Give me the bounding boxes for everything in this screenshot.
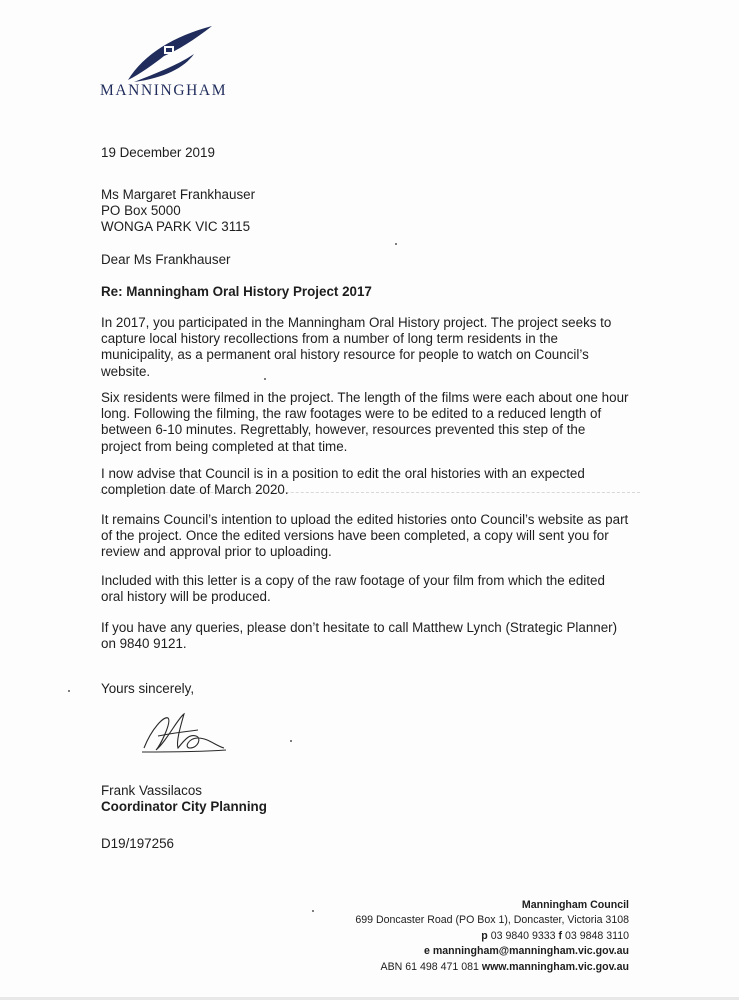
paragraph-line: long. Following the filming, the raw footages were to be edited to a reduced length of bbox=[101, 406, 602, 422]
body-paragraph bbox=[101, 315, 661, 380]
paragraph-line: If you have any queries, please don’t hesitate to call Matthew Lynch (Strategic Planner) bbox=[101, 620, 618, 635]
paragraph-line: project from being completed at that time. bbox=[101, 438, 348, 454]
paragraph-line: I now advise that Council is in a position to edit the oral histories with an expected bbox=[101, 466, 585, 481]
scan-speck bbox=[264, 378, 266, 380]
body-paragraph bbox=[101, 390, 661, 455]
footer-website: www.manningham.vic.gov.au bbox=[481, 960, 629, 973]
footer-council-name: Manningham Council bbox=[521, 899, 629, 911]
footer-abn: ABN 61 498 471 081 bbox=[380, 960, 479, 973]
paragraph-line: municipality, as a permanent oral history resource for people to watch on Council’s bbox=[101, 347, 589, 363]
paragraph-line: capture local history recollections from a number of long term residents in the bbox=[101, 331, 558, 347]
paragraph-line: of the project. Once the edited versions have been completed, a copy will sent you for bbox=[101, 528, 609, 544]
salutation: Dear Ms Frankhauser bbox=[101, 252, 231, 267]
paragraph-line: review and approval prior to uploading. bbox=[101, 544, 332, 560]
paragraph-line: Included with this letter is a copy of the raw footage of your film from which the edited bbox=[101, 573, 605, 588]
email-label: e bbox=[424, 945, 430, 958]
closing: Yours sincerely, bbox=[101, 681, 195, 696]
body-paragraph bbox=[101, 620, 661, 652]
body-paragraph bbox=[101, 466, 661, 498]
footer-abn-web-line bbox=[355, 960, 629, 975]
footer-address: 699 Doncaster Road (PO Box 1), Doncaster, Victoria 3108 bbox=[355, 914, 629, 927]
footer-fax: 03 9848 3110 bbox=[564, 929, 629, 942]
paragraph-line: Six residents were filmed in the project. The length of the films were each about one hour bbox=[101, 390, 629, 405]
signatory-name: Frank Vassilacos bbox=[101, 783, 202, 798]
reference-number: D19/197256 bbox=[101, 836, 174, 851]
paragraph-line: oral history will be produced. bbox=[101, 589, 271, 605]
manningham-logo-icon bbox=[124, 24, 216, 86]
signature-icon bbox=[138, 708, 228, 758]
footer-email-line bbox=[355, 944, 629, 959]
scan-speck bbox=[395, 243, 397, 245]
phone-label: p bbox=[481, 929, 488, 942]
body-paragraph bbox=[101, 512, 661, 561]
recipient-po-box: PO Box 5000 bbox=[101, 203, 181, 218]
paragraph-line: on 9840 9121. bbox=[101, 636, 187, 652]
scan-speck bbox=[68, 690, 70, 692]
footer-phone: 03 9840 9333 bbox=[490, 929, 556, 942]
footer-email: manningham@manningham.vic.gov.au bbox=[432, 945, 629, 958]
recipient-locality: WONGA PARK VIC 3115 bbox=[101, 219, 251, 234]
scan-speck bbox=[312, 910, 314, 912]
paragraph-line: completion date of March 2020. bbox=[101, 482, 289, 498]
paragraph-line: website. bbox=[101, 363, 151, 379]
paragraph-line: In 2017, you participated in the Manningham Oral History project. The project seeks to bbox=[101, 315, 612, 330]
body-paragraph bbox=[101, 573, 661, 605]
letter-date: 19 December 2019 bbox=[101, 145, 215, 160]
scan-speck bbox=[290, 740, 292, 742]
footer-phone-fax bbox=[355, 929, 629, 944]
letterhead-footer bbox=[355, 898, 629, 975]
paragraph-line: between 6-10 minutes. Regrettably, however, resources prevented this step of the bbox=[101, 422, 586, 438]
paragraph-line: It remains Council’s intention to upload the edited histories onto Council’s website as part bbox=[101, 512, 629, 527]
fax-label: f bbox=[558, 929, 563, 942]
letterhead-org-name: MANNINGHAM bbox=[100, 82, 228, 99]
recipient-name: Ms Margaret Frankhauser bbox=[101, 187, 256, 202]
subject-line: Re: Manningham Oral History Project 2017 bbox=[101, 284, 372, 299]
signatory-title: Coordinator City Planning bbox=[101, 799, 267, 814]
